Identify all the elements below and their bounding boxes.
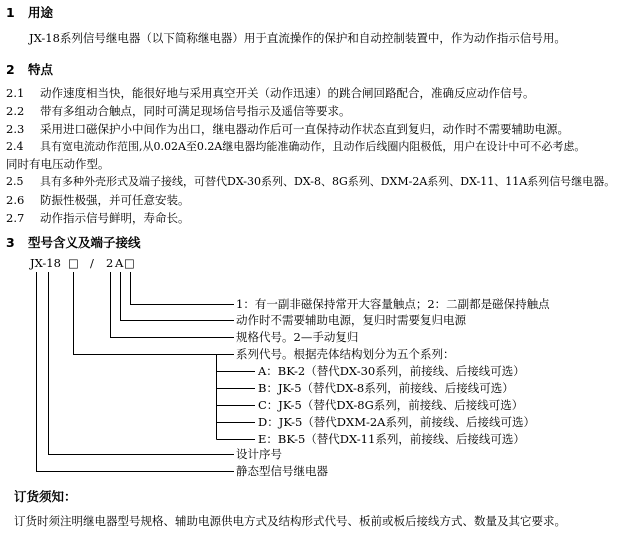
feature-2-7-text: 动作指示信号鲜明，寿命长。 <box>40 211 190 225</box>
series-item-b: B：JK-5（替代DX-8系列，前接线、后接线可选） <box>258 381 514 395</box>
section3-number: 3 <box>6 235 15 250</box>
order-title: 订货须知： <box>14 489 77 504</box>
section1-title: 用途 <box>28 5 54 20</box>
model-slash: / <box>90 256 94 270</box>
section3-title: 型号含义及端子接线 <box>28 235 141 250</box>
feature-2-4-number: 2.4 <box>6 140 24 153</box>
section1-number: 1 <box>6 5 15 20</box>
feature-2-7-number: 2.7 <box>6 211 25 225</box>
annotation-spec-code: 规格代号。2—手动复归 <box>236 330 359 344</box>
series-item-e: E：BK-5（替代DX-11系列，前接线、后接线可选） <box>258 432 525 446</box>
feature-2-3-number: 2.3 <box>6 122 25 136</box>
feature-2-1-number: 2.1 <box>6 86 25 100</box>
model-box-2: □ <box>124 256 135 270</box>
feature-2-6-text: 防振性极强，并可任意安装。 <box>40 193 190 207</box>
connector-static-relay <box>37 272 235 472</box>
model-digit: 2 <box>106 256 114 270</box>
feature-2-6-number: 2.6 <box>6 193 25 207</box>
connector-series <box>74 272 235 355</box>
section2-title: 特点 <box>28 62 54 77</box>
connector-design-number <box>49 272 235 455</box>
series-item-c: C：JK-5（替代DX-8G系列，前接线、后接线可选） <box>258 398 524 412</box>
series-item-d: D：JK-5（替代DXM-2A系列，前接线、后接线可选） <box>258 415 535 429</box>
series-item-a: A：BK-2（替代DX-30系列，前接线、后接线可选） <box>258 364 525 378</box>
feature-2-2-number: 2.2 <box>6 104 25 118</box>
annotation-power: 动作时不需要辅助电源，复归时需要复归电源 <box>236 313 466 327</box>
model-box-1: □ <box>68 256 79 270</box>
section1-text: JX-18系列信号继电器（以下简称继电器）用于直流操作的保护和自动控制装置中，作为动作指示信号用。 <box>29 31 566 45</box>
annotation-contact-type: 1：有一副非磁保持常开大容量触点；2：二副都是磁保持触点 <box>236 297 550 311</box>
feature-2-4-continuation: 同时有电压动作型。 <box>6 157 110 171</box>
model-letter: A <box>115 256 124 270</box>
feature-2-1-text: 动作速度相当快，能很好地与采用真空开关（动作迅速）的跳合闸回路配合，准确反应动作信号。 <box>40 86 535 100</box>
feature-2-4-text: 具有宽电流动作范围,从0.02A至0.2A继电器均能准确动作，且动作后线圈内阻极低，用户在设计中可不必考虑。 <box>40 140 586 153</box>
model-prefix: JX-18 <box>30 256 61 270</box>
feature-2-5-number: 2.5 <box>6 175 24 188</box>
feature-2-5-text: 具有多种外壳形式及端子接线，可替代DX-30系列、DX-8、8G系列、DXM-2A系列、DX-11、11A系列信号继电器。 <box>40 175 616 188</box>
connector-contact-type <box>131 272 235 305</box>
annotation-series-code: 系列代号。根据壳体结构划分为五个系列： <box>236 347 455 361</box>
order-text: 订货时须注明继电器型号规格、辅助电源供电方式及结构形式代号、板前或板后接线方式、数量及其它要求。 <box>14 514 566 528</box>
feature-2-3-text: 采用进口磁保护小中间作为出口，继电器动作后可一直保持动作状态直到复归，动作时不需要辅助电源。 <box>40 122 569 136</box>
feature-2-2-text: 带有多组动合触点，同时可满足现场信号指示及遥信等要求。 <box>40 104 351 118</box>
section2-number: 2 <box>6 62 15 77</box>
annotation-design-number: 设计序号 <box>236 447 282 461</box>
annotation-static-relay: 静态型信号继电器 <box>236 464 328 478</box>
connector-power <box>121 272 235 321</box>
